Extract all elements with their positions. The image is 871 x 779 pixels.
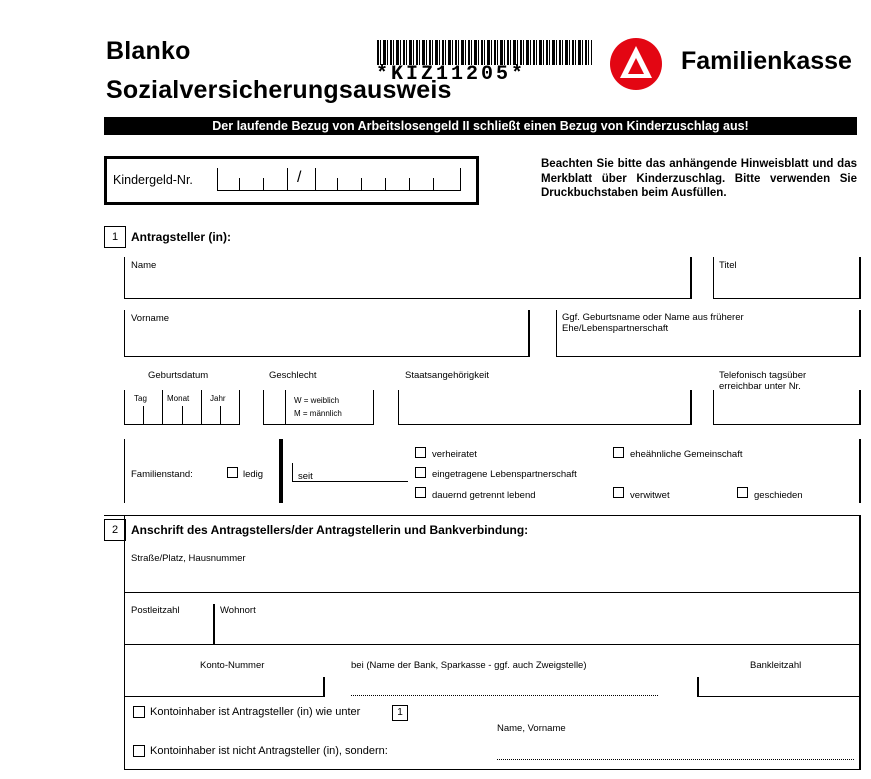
verwitwet-label: verwitwet: [630, 490, 670, 501]
bank-field-line: [351, 695, 658, 696]
inhaber-nicht-checkbox[interactable]: [133, 745, 145, 757]
strasse-field[interactable]: [126, 566, 856, 591]
konto-label: Konto-Nummer: [200, 660, 265, 671]
weiblich-hint: W = weiblich: [294, 396, 340, 405]
geburtsname-label: Ggf. Geburtsname oder Name aus früherer Ehe/Lebenspartnerschaft: [562, 312, 744, 334]
geschieden-label: geschieden: [754, 490, 803, 501]
familienstand-label: Familienstand:: [131, 469, 193, 480]
wohnort-field[interactable]: [218, 618, 856, 642]
wohnort-label: Wohnort: [220, 605, 256, 616]
staatsangehoerigkeit-field[interactable]: [400, 392, 688, 423]
section2-number: 2: [104, 519, 126, 541]
bank-label: bei (Name der Bank, Sparkasse - ggf. auch Zweigstelle): [351, 660, 587, 671]
kontoinhaber-name-line: [497, 759, 854, 760]
titel-field[interactable]: [715, 272, 857, 297]
section1-reference: 1: [392, 705, 408, 721]
jahr-label: Jahr: [210, 394, 226, 403]
kindergeld-separator: /: [297, 169, 302, 186]
tag-label: Tag: [134, 394, 147, 403]
brand-name: Familienkasse: [681, 47, 852, 75]
inhaber-ist-label: Kontoinhaber ist Antragsteller (in) wie unter: [150, 706, 361, 718]
kindergeld-number-input[interactable]: [217, 168, 461, 191]
ledig-label: ledig: [243, 469, 264, 480]
plz-field[interactable]: [126, 618, 210, 642]
telefon-label: Telefonisch tagsüber erreichbar unter Nr.: [719, 370, 807, 392]
geschlecht-field[interactable]: [265, 392, 284, 423]
geschlecht-label: Geschlecht: [269, 370, 317, 381]
name-vorname-label: Name, Vorname: [497, 723, 566, 734]
ledig-checkbox[interactable]: [227, 467, 238, 478]
kindergeld-label: Kindergeld-Nr.: [113, 173, 193, 187]
blz-label: Bankleitzahl: [750, 660, 802, 671]
maennlich-hint: M = männlich: [294, 409, 342, 418]
section1-title: Antragsteller (in):: [131, 230, 232, 244]
verheiratet-label: verheiratet: [432, 449, 477, 460]
getrennt-label: dauernd getrennt lebend: [432, 490, 536, 501]
verheiratet-checkbox[interactable]: [415, 447, 426, 458]
notice-banner: Der laufende Bezug von Arbeitslosengeld II schließt einen Bezug von Kinderzuschlag aus!: [104, 117, 857, 135]
plz-label: Postleitzahl: [131, 605, 180, 616]
monat-label: Monat: [167, 394, 190, 403]
strasse-label: Straße/Platz, Hausnummer: [131, 553, 246, 564]
ehe-gemeinschaft-label: eheähnliche Gemeinschaft: [630, 449, 743, 460]
ehe-gemeinschaft-checkbox[interactable]: [613, 447, 624, 458]
geschieden-checkbox[interactable]: [737, 487, 748, 498]
geburtsname-field[interactable]: [558, 336, 857, 355]
vorname-field[interactable]: [126, 326, 526, 355]
getrennt-checkbox[interactable]: [415, 487, 426, 498]
inhaber-nicht-label: Kontoinhaber ist nicht Antragsteller (in), sondern:: [150, 745, 388, 757]
telefon-field[interactable]: [715, 394, 857, 423]
blz-field[interactable]: [701, 676, 856, 695]
lebenspartnerschaft-label: eingetragene Lebenspartnerschaft: [432, 469, 577, 480]
staatsangehoerigkeit-label: Staatsangehörigkeit: [405, 370, 489, 381]
geburtsdatum-label: Geburtsdatum: [148, 370, 209, 381]
konto-field[interactable]: [126, 676, 321, 695]
section2-title: Anschrift des Antragstellers/der Antragstellerin und Bankverbindung:: [131, 523, 529, 537]
name-label: Name: [131, 260, 157, 271]
verwitwet-checkbox[interactable]: [613, 487, 624, 498]
form-title-line2: Sozialversicherungsausweis: [106, 76, 452, 104]
kontoinhaber-name-field[interactable]: [497, 740, 854, 758]
seit-label: seit: [298, 471, 313, 482]
barcode: [377, 40, 592, 65]
titel-label: Titel: [719, 260, 737, 271]
barcode-text: *KIZ11205*: [376, 63, 527, 86]
notice-text: Beachten Sie bitte das anhängende Hinweisblatt und das Merkblatt über Kinderzuschlag. Bitte verwenden Sie Druckbuchstaben beim Ausfüllen.: [541, 158, 857, 199]
section1-number: 1: [104, 226, 126, 248]
name-field[interactable]: [126, 272, 688, 297]
form-title-line1: Blanko: [106, 37, 191, 65]
familienkasse-logo-icon: [608, 36, 664, 92]
inhaber-ist-checkbox[interactable]: [133, 706, 145, 718]
bank-field[interactable]: [351, 676, 658, 695]
lebenspartnerschaft-checkbox[interactable]: [415, 467, 426, 478]
vorname-label: Vorname: [131, 313, 170, 324]
